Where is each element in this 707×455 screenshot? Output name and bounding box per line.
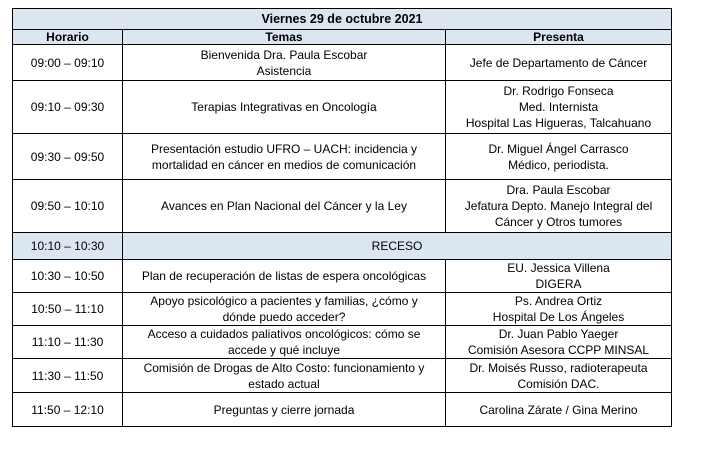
topic-cell <box>123 359 446 393</box>
presenter-cell <box>446 359 672 393</box>
topic-cell <box>123 81 446 134</box>
schedule-row <box>13 260 672 293</box>
presenter-line: Comisión DAC. <box>517 376 600 391</box>
time-cell: 09:10 – 09:30 <box>13 81 123 134</box>
presenter-cell <box>446 134 672 180</box>
presenter-line: Dra. Paula Escobar <box>506 183 611 197</box>
topic-line: mortalidad en cáncer en medios de comunicación <box>151 157 417 172</box>
topic-line: Asistencia <box>256 63 312 78</box>
presenter-cell <box>446 293 672 326</box>
topic-line: Presentación estudio UFRO – UACH: incidencia y <box>150 141 418 156</box>
schedule-table <box>12 8 672 427</box>
presenter-line: EU. Jessica Villena <box>507 261 610 275</box>
header-time: Horario <box>13 30 123 45</box>
presenter-line: Dr. Rodrigo Fonseca <box>503 84 614 98</box>
topic-line: dónde puedo acceder? <box>222 310 346 324</box>
schedule-title: Viernes 29 de octubre 2021 <box>13 9 672 30</box>
time-cell: 10:10 – 10:30 <box>13 233 123 260</box>
schedule-row <box>13 45 672 81</box>
presenter-line: Dr. Miguel Ángel Carrasco <box>488 141 629 156</box>
topic-cell <box>123 260 446 293</box>
time-cell: 11:10 – 11:30 <box>13 326 123 359</box>
time-cell: 11:30 – 11:50 <box>13 359 123 393</box>
topic-line: estado actual <box>248 376 320 391</box>
time-cell: 10:30 – 10:50 <box>13 260 123 293</box>
presenter-line: Dr. Moisés Russo, radioterapeuta <box>469 360 648 375</box>
recess-row <box>13 233 672 260</box>
topic-cell <box>123 134 446 180</box>
presenter-line: Hospital Las Higueras, Talcahuano <box>465 116 652 130</box>
presenter-line: Jefatura Depto. Manejo Integral del <box>464 199 653 213</box>
topic-line: Avances en Plan Nacional del Cáncer y la Ley <box>161 199 407 213</box>
topic-line: Preguntas y cierre jornada <box>213 402 355 417</box>
schedule-body <box>13 45 672 427</box>
topic-line: accede y qué incluye <box>227 343 341 357</box>
presenter-cell <box>446 45 672 81</box>
schedule-row <box>13 134 672 180</box>
recess-label: RECESO <box>123 233 672 260</box>
time-cell: 09:50 – 10:10 <box>13 180 123 233</box>
presenter-cell <box>446 81 672 134</box>
title-row <box>13 9 672 30</box>
topic-line: Bienvenida Dra. Paula Escobar <box>200 47 368 62</box>
topic-cell <box>123 180 446 233</box>
presenter-line: Med. Internista <box>518 100 599 114</box>
time-cell: 09:30 – 09:50 <box>13 134 123 180</box>
presenter-cell <box>446 260 672 293</box>
topic-line: Comisión de Drogas de Alto Costo: funcionamiento y <box>143 360 425 375</box>
presenter-line: Cáncer y Otros tumores <box>494 215 623 229</box>
presenter-line: Jefe de Departamento de Cáncer <box>469 55 648 70</box>
presenter-line: Médico, periodista. <box>508 157 609 172</box>
schedule-row <box>13 293 672 326</box>
header-row <box>13 30 672 45</box>
presenter-line: Carolina Zárate / Gina Merino <box>479 402 638 417</box>
topic-cell <box>123 393 446 427</box>
presenter-line: Ps. Andrea Ortiz <box>514 294 603 308</box>
schedule-row <box>13 180 672 233</box>
topic-line: Acceso a cuidados paliativos oncológicos: cómo se <box>147 327 421 341</box>
topic-cell <box>123 293 446 326</box>
header-presenter: Presenta <box>446 30 672 45</box>
topic-cell <box>123 45 446 81</box>
presenter-line: DIGERA <box>535 277 582 291</box>
schedule-row <box>13 81 672 134</box>
presenter-cell <box>446 326 672 359</box>
topic-line: Plan de recuperación de listas de espera oncológicas <box>141 269 427 283</box>
presenter-line: Comisión Asesora CCPP MINSAL <box>467 343 650 357</box>
time-cell: 09:00 – 09:10 <box>13 45 123 81</box>
topic-line: Apoyo psicológico a pacientes y familias, ¿cómo y <box>150 294 418 308</box>
schedule-row <box>13 359 672 393</box>
topic-line: Terapias Integrativas en Oncología <box>191 100 377 114</box>
schedule-row <box>13 393 672 427</box>
presenter-cell <box>446 393 672 427</box>
header-topic: Temas <box>123 30 446 45</box>
topic-cell <box>123 326 446 359</box>
presenter-line: Hospital De Los Ángeles <box>492 310 625 324</box>
schedule-row <box>13 326 672 359</box>
presenter-line: Dr. Juan Pablo Yaeger <box>498 327 619 341</box>
presenter-cell <box>446 180 672 233</box>
time-cell: 11:50 – 12:10 <box>13 393 123 427</box>
time-cell: 10:50 – 11:10 <box>13 293 123 326</box>
